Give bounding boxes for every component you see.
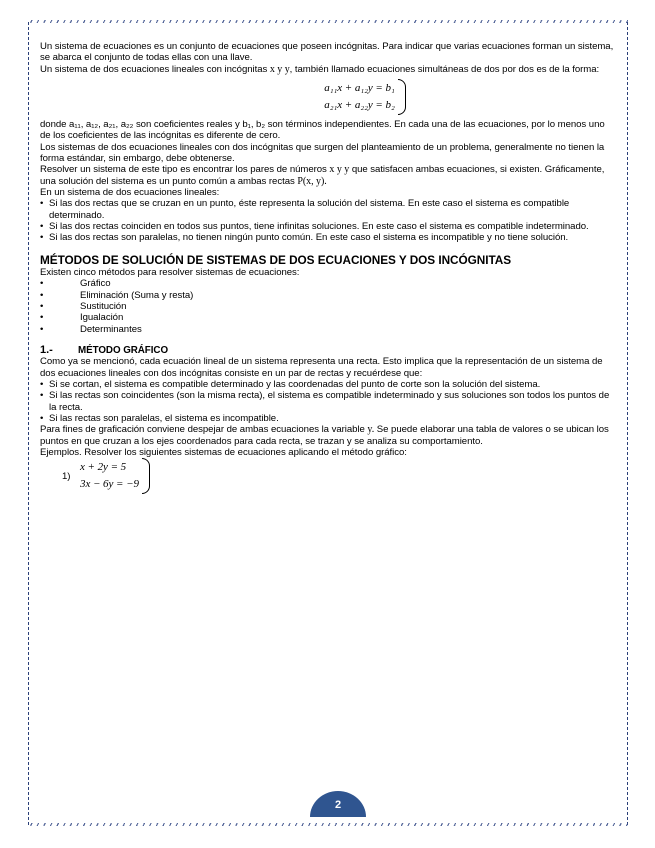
equation-line-2: a₂₁x + a₂₂y = b₂	[324, 99, 395, 112]
text: Resolver un sistema de este tipo es encontrar los pares de números	[40, 164, 327, 176]
standard-form-paragraph: Los sistemas de dos ecuaciones lineales con dos incógnitas que surgen del planteamiento de un problema, generalmente no tienen la forma estándar, sin embargo, debe obtenerse.	[40, 141, 605, 165]
bullet-icon: •	[40, 390, 44, 402]
bullet-icon: •	[40, 323, 44, 335]
text: Un sistema de dos ecuaciones lineales con incógnitas	[40, 63, 268, 75]
methods-list	[40, 278, 615, 335]
methods-heading: MÉTODOS DE SOLUCIÓN DE SISTEMAS DE DOS ECUACIONES Y DOS INCÓGNITAS	[40, 252, 512, 267]
example-equation-1: x + 2y = 5	[80, 461, 127, 474]
variables: x y y	[269, 63, 290, 75]
list-item-text: Sustitución	[80, 300, 127, 312]
bullet-icon: •	[40, 412, 44, 424]
intro-paragraph-2	[40, 64, 615, 75]
list-item-text: Gráfico	[80, 278, 111, 290]
bottom-border	[28, 823, 628, 826]
graphic-paragraph-2	[40, 424, 615, 447]
text: que satisfacen ambas ecuaciones, si existen. Gráficamente, una solución del sistema es un punto común a ambas rectas	[40, 164, 605, 187]
list-item-text: Si las dos rectas son paralelas, no tienen ningún punto común. En este caso el sistema es incompatible y no tiene solución.	[49, 232, 569, 244]
list-item-text: Si las rectas son paralelas, el sistema es incompatible.	[49, 412, 279, 424]
system-types-intro: En un sistema de dos ecuaciones lineales:	[40, 187, 220, 199]
text: Se puede elaborar una tabla de valores o se ubican los puntos en que cruzan a los ejes coordenados para cada recta, se trazan y se analiza su comportamiento.	[40, 424, 609, 447]
intro-paragraph-1: Un sistema de ecuaciones es un conjunto de ecuaciones que poseen incógnitas. Para indicar que varias ecuaciones forman un sistema, se abarca el conjunto de todas ellas con una llave.	[40, 41, 614, 64]
list-item	[40, 324, 615, 335]
list-item	[40, 278, 615, 289]
text: , también llamado ecuaciones simultáneas de dos por dos es de la forma:	[289, 63, 600, 75]
list-item-text: Determinantes	[80, 323, 142, 335]
list-item	[40, 221, 615, 232]
example-equation-2: 3x − 6y = −9	[80, 478, 139, 491]
page-content	[40, 41, 615, 494]
section-number: 1.-	[40, 343, 53, 356]
list-item	[40, 232, 615, 243]
variable: y.	[367, 424, 375, 436]
list-item-text: Si se cortan, el sistema es compatible determinado y las coordenadas del punto de corte son la solución del sistema.	[49, 378, 541, 390]
list-item	[40, 413, 615, 424]
example-number: 1)	[62, 470, 71, 482]
list-item-text: Si las rectas son coincidentes (son la misma recta), el sistema es compatible indeterminado y sus soluciones son todos los puntos de la recta.	[49, 390, 610, 413]
list-item	[40, 290, 615, 301]
examples-intro: Ejemplos. Resolver los siguientes sistemas de ecuaciones aplicando el método gráfico:	[40, 446, 407, 458]
list-item-text: Eliminación (Suma y resta)	[80, 289, 194, 301]
graphic-method-heading	[40, 345, 615, 356]
bullet-icon: •	[40, 232, 44, 244]
page-number-badge: 2	[310, 791, 366, 817]
section-title: MÉTODO GRÁFICO	[78, 344, 169, 356]
bullet-icon: •	[40, 378, 44, 390]
graphic-paragraph-1: Como ya se mencionó, cada ecuación lineal de un sistema representa una recta. Esto implica que la representación de un sistema de dos ecuaciones lineales con dos incógnitas consiste en un par de rectas y recuérdese que:	[40, 356, 603, 379]
list-item-text: Igualación	[80, 312, 124, 324]
point: P(x, y).	[297, 175, 327, 187]
bullet-icon: •	[40, 198, 44, 210]
bullet-icon: •	[40, 300, 44, 312]
right-brace	[398, 79, 406, 115]
list-item-text: Si las dos rectas que se cruzan en un punto, éste representa la solución del sistema. En este caso el sistema es compatible determinado.	[49, 198, 570, 221]
equation-line-1: a₁₁x + a₁₂y = b₁	[324, 82, 395, 95]
example-1	[62, 458, 615, 494]
bullet-icon: •	[40, 289, 44, 301]
bullet-icon: •	[40, 221, 44, 233]
text: Para fines de graficación conviene despejar de ambas ecuaciones la variable	[40, 424, 365, 436]
solve-paragraph	[40, 164, 615, 187]
list-item	[40, 390, 615, 413]
list-item	[40, 198, 615, 221]
right-brace	[142, 458, 150, 494]
list-item	[40, 312, 615, 323]
list-item-text: Si las dos rectas coinciden en todos sus puntos, tiene infinitas soluciones. En este caso el sistema es compatible indeterminado.	[49, 221, 589, 233]
bullet-icon: •	[40, 278, 44, 290]
list-item	[40, 379, 615, 390]
variables: x y y	[329, 164, 350, 176]
methods-intro: Existen cinco métodos para resolver sistemas de ecuaciones:	[40, 266, 300, 278]
list-item	[40, 301, 615, 312]
bullet-icon: •	[40, 312, 44, 324]
general-system-equation	[115, 77, 615, 117]
coefficients-paragraph: donde a₁₁, a₁₂, a₂₁, a₂₂ son coeficientes reales y b₁, b₂ son términos independientes. En cada una de las ecuaciones, por lo menos uno de los coeficientes de las incógnitas es diferente de cero.	[40, 119, 605, 142]
